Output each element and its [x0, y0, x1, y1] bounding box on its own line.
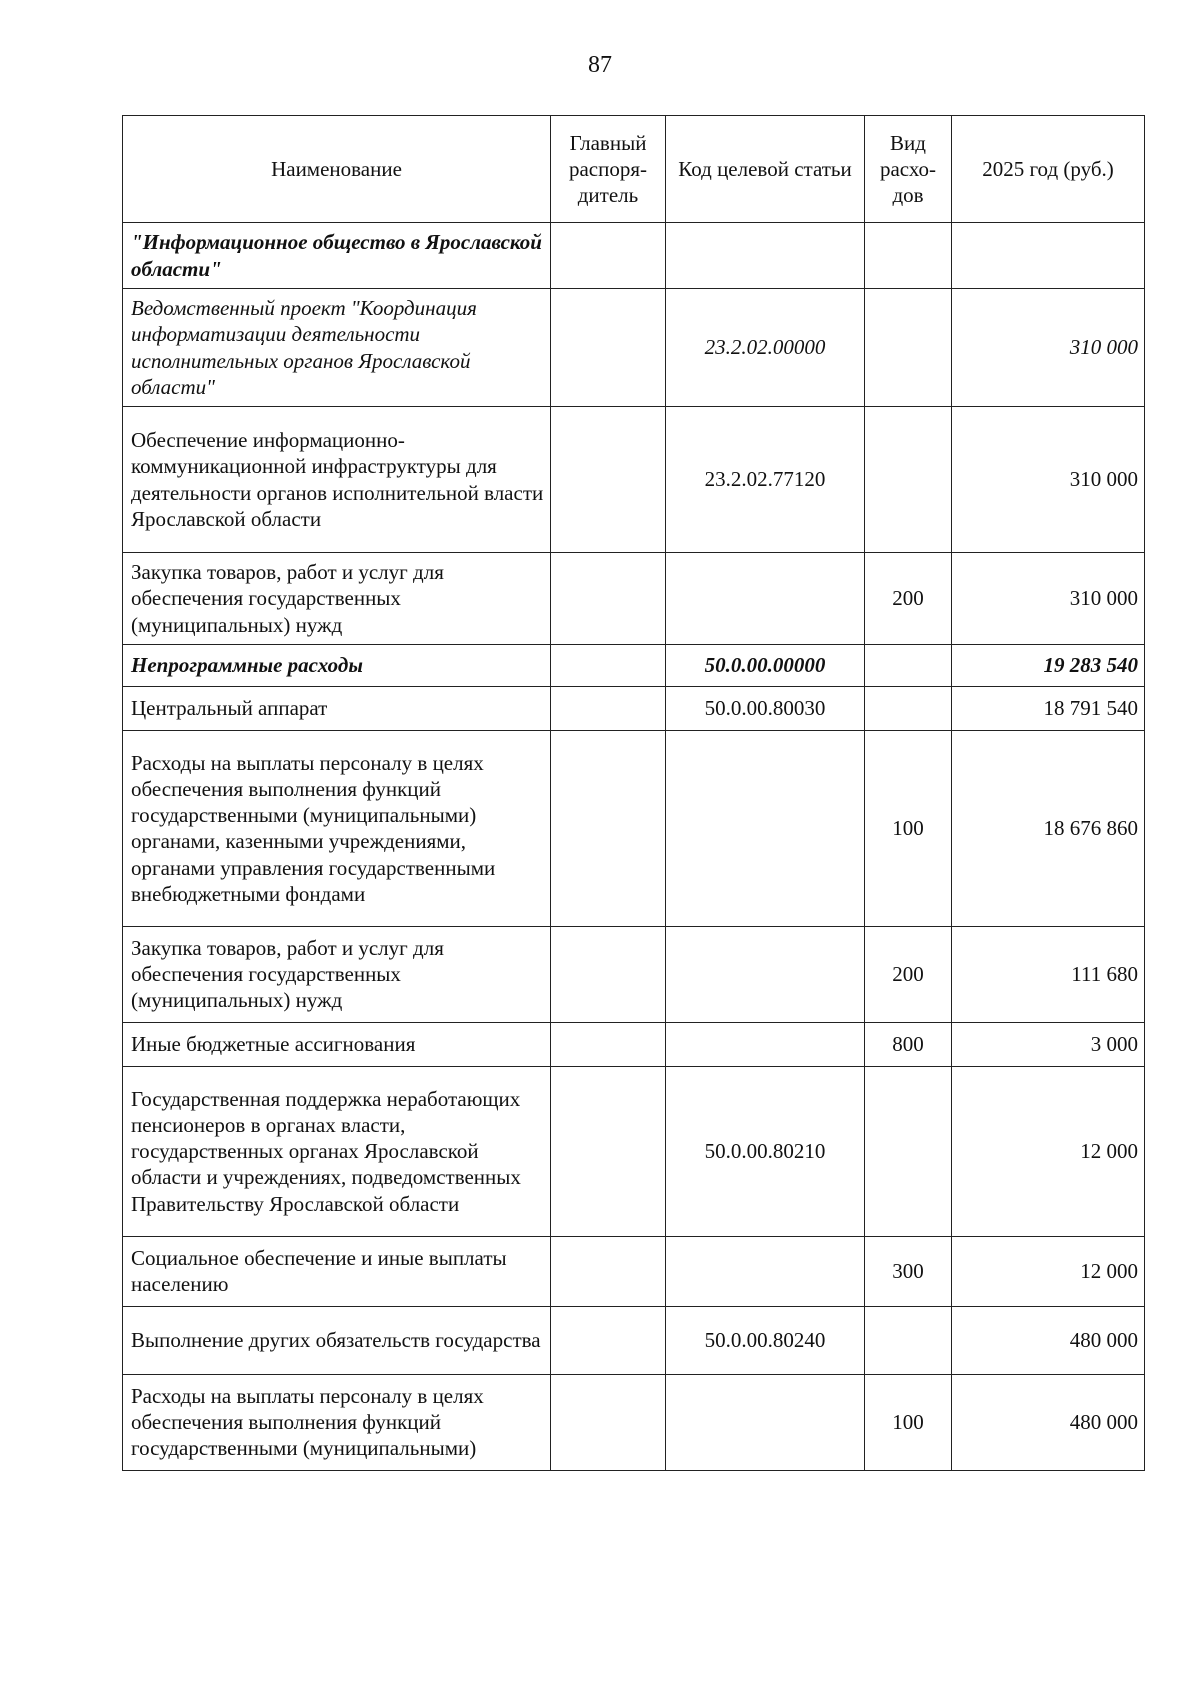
- row-kind-cell: 200: [865, 553, 952, 645]
- row-amount-cell: 480 000: [952, 1374, 1145, 1470]
- row-code-cell: 50.0.00.00000: [666, 644, 865, 686]
- row-code-cell: [666, 223, 865, 289]
- row-kind-cell: [865, 1066, 952, 1236]
- row-name-cell: Закупка товаров, работ и услуг для обеспечения государственных (муниципальных) нужд: [123, 553, 551, 645]
- row-name-cell: Социальное обеспечение и иные выплаты населению: [123, 1236, 551, 1306]
- table-row: [123, 926, 1145, 1022]
- row-manager-cell: [551, 223, 666, 289]
- row-amount-cell: 12 000: [952, 1066, 1145, 1236]
- row-manager-cell: [551, 1022, 666, 1066]
- row-kind-cell: [865, 644, 952, 686]
- row-name-cell: Обеспечение информационно-коммуникационной инфраструктуры для деятельности органов исполнительной власти Ярославской области: [123, 407, 551, 553]
- row-amount-cell: 310 000: [952, 407, 1145, 553]
- row-kind-cell: 100: [865, 1374, 952, 1470]
- row-amount-cell: 480 000: [952, 1306, 1145, 1374]
- row-kind-cell: [865, 1306, 952, 1374]
- row-kind-cell: [865, 289, 952, 407]
- row-code-cell: [666, 1374, 865, 1470]
- header-name: Наименование: [123, 116, 551, 223]
- table-row: [123, 1374, 1145, 1470]
- budget-table: [122, 115, 1145, 1471]
- row-name-cell: Расходы на выплаты персоналу в целях обеспечения выполнения функций государственными (муниципальными): [123, 1374, 551, 1470]
- row-code-cell: 50.0.00.80030: [666, 686, 865, 730]
- table-row: [123, 686, 1145, 730]
- row-amount-cell: [952, 223, 1145, 289]
- row-manager-cell: [551, 1306, 666, 1374]
- table-row: [123, 289, 1145, 407]
- row-manager-cell: [551, 1066, 666, 1236]
- row-name-cell: Непрограммные расходы: [123, 644, 551, 686]
- header-kind: Вид расхо-дов: [865, 116, 952, 223]
- row-kind-cell: [865, 223, 952, 289]
- row-amount-cell: 111 680: [952, 926, 1145, 1022]
- row-amount-cell: 12 000: [952, 1236, 1145, 1306]
- row-name-cell: Государственная поддержка неработающих пенсионеров в органах власти, государственных органах Ярославской области и учреждениях, подведомственных Правительству Ярославской области: [123, 1066, 551, 1236]
- table-header-row: [123, 116, 1145, 223]
- row-code-cell: 50.0.00.80240: [666, 1306, 865, 1374]
- table-row: [123, 1306, 1145, 1374]
- row-name-cell: Расходы на выплаты персоналу в целях обеспечения выполнения функций государственными (муниципальными) органами, казенными учреждениями, органами управления государственными внебюджетными фондами: [123, 730, 551, 926]
- row-name-cell: "Информационное общество в Ярославской области": [123, 223, 551, 289]
- row-code-cell: [666, 1236, 865, 1306]
- row-manager-cell: [551, 407, 666, 553]
- row-kind-cell: 100: [865, 730, 952, 926]
- row-kind-cell: 300: [865, 1236, 952, 1306]
- row-name-cell: Центральный аппарат: [123, 686, 551, 730]
- row-manager-cell: [551, 289, 666, 407]
- row-amount-cell: 18 791 540: [952, 686, 1145, 730]
- table-body: [123, 223, 1145, 1471]
- table-row: [123, 1236, 1145, 1306]
- header-code: Код целевой статьи: [666, 116, 865, 223]
- row-name-cell: Закупка товаров, работ и услуг для обеспечения государственных (муниципальных) нужд: [123, 926, 551, 1022]
- table-row: [123, 223, 1145, 289]
- row-amount-cell: 310 000: [952, 289, 1145, 407]
- header-manager: Главный распоря-дитель: [551, 116, 666, 223]
- row-kind-cell: [865, 407, 952, 553]
- row-name-cell: Ведомственный проект "Координация информатизации деятельности исполнительных органов Ярославской области": [123, 289, 551, 407]
- row-name-cell: Выполнение других обязательств государства: [123, 1306, 551, 1374]
- row-kind-cell: [865, 686, 952, 730]
- table-row: [123, 644, 1145, 686]
- row-manager-cell: [551, 1374, 666, 1470]
- table-row: [123, 553, 1145, 645]
- row-code-cell: [666, 1022, 865, 1066]
- row-code-cell: 23.2.02.00000: [666, 289, 865, 407]
- row-code-cell: [666, 730, 865, 926]
- table-row: [123, 1022, 1145, 1066]
- row-amount-cell: 310 000: [952, 553, 1145, 645]
- row-manager-cell: [551, 644, 666, 686]
- row-code-cell: [666, 553, 865, 645]
- row-manager-cell: [551, 686, 666, 730]
- table-row: [123, 1066, 1145, 1236]
- row-name-cell: Иные бюджетные ассигнования: [123, 1022, 551, 1066]
- row-amount-cell: 3 000: [952, 1022, 1145, 1066]
- row-kind-cell: 200: [865, 926, 952, 1022]
- row-amount-cell: 18 676 860: [952, 730, 1145, 926]
- row-manager-cell: [551, 730, 666, 926]
- row-manager-cell: [551, 926, 666, 1022]
- row-code-cell: [666, 926, 865, 1022]
- table-row: [123, 407, 1145, 553]
- table-row: [123, 730, 1145, 926]
- row-manager-cell: [551, 1236, 666, 1306]
- header-year: 2025 год (руб.): [952, 116, 1145, 223]
- page-number: 87: [588, 52, 612, 78]
- row-kind-cell: 800: [865, 1022, 952, 1066]
- row-amount-cell: 19 283 540: [952, 644, 1145, 686]
- row-code-cell: 50.0.00.80210: [666, 1066, 865, 1236]
- row-manager-cell: [551, 553, 666, 645]
- row-code-cell: 23.2.02.77120: [666, 407, 865, 553]
